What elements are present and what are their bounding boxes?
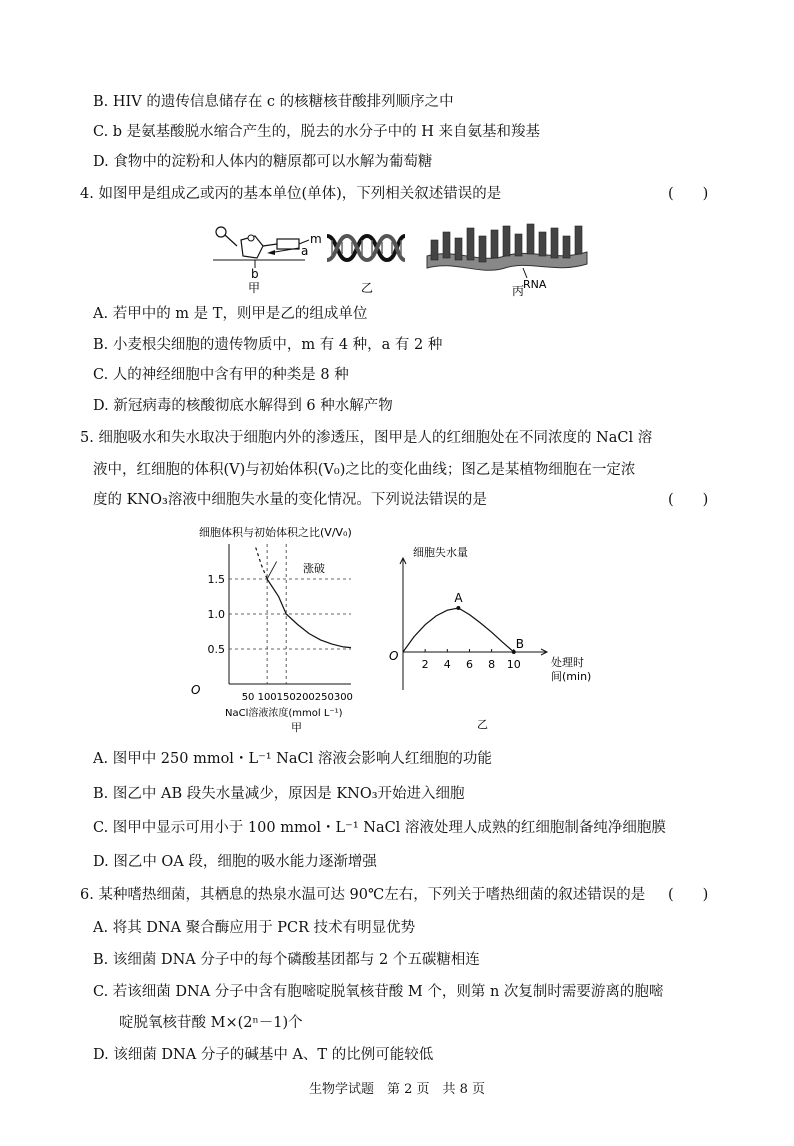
label-jia: 甲 <box>248 281 261 295</box>
q6-option-a: A. 将其 DNA 聚合酶应用于 PCR 技术有明显优势 <box>93 920 416 936</box>
q5-stem-line1: 5. 细胞吸水和失水取决于细胞内外的渗透压，图甲是人的红细胞处在不同浓度的 NaCl 溶 <box>80 430 653 446</box>
chart-yi-xlabel-line1: 处理时 <box>551 656 584 669</box>
q5-stem-line2: 液中，红细胞的体积(V)与初始体积(V₀)之比的变化曲线；图乙是某植物细胞在一定浓 <box>93 462 636 478</box>
label-yi: 乙 <box>361 281 374 295</box>
chart-yi <box>385 540 592 732</box>
volume-ratio-curve <box>267 579 351 648</box>
chart-jia <box>185 522 375 734</box>
q5-option-b: B. 图乙中 AB 段失水量减少，原因是 KNO₃开始进入细胞 <box>93 786 465 802</box>
point-label-b: B <box>515 637 525 651</box>
q3-option-b: B. HIV 的遗传信息储存在 c 的核糖核苷酸排列顺序之中 <box>93 94 454 110</box>
q6-answer-paren: ( ) <box>668 887 709 903</box>
x-tick-label: 50 <box>241 692 255 703</box>
chart-yi-panel-label: 乙 <box>477 718 488 731</box>
q6-option-d: D. 该细菌 DNA 分子的碱基中 A、T 的比例可能较低 <box>93 1047 434 1063</box>
rna-strand <box>427 224 587 298</box>
x-tick-label: 300 <box>333 692 353 703</box>
q5-stem-line3: 度的 KNO₃溶液中细胞失水量的变化情况。下列说法错误的是 <box>93 492 487 508</box>
label-bing: 丙 <box>512 284 525 298</box>
x-tick-label: 150 <box>276 692 296 703</box>
chart-yi-ylabel: 细胞失水量 <box>413 546 468 559</box>
q6-option-c-line2: 啶脱氧核苷酸 M×(2ⁿ－1)个 <box>119 1015 303 1031</box>
q5-option-d: D. 图乙中 OA 段，细胞的吸水能力逐渐增强 <box>93 854 377 870</box>
nucleotide-diagram <box>213 227 322 295</box>
x-tick-label: 6 <box>465 658 473 671</box>
x-tick-label: 100 <box>257 692 277 703</box>
x-tick-label: 200 <box>295 692 315 703</box>
q4-option-b: B. 小麦根尖细胞的遗传物质中，m 有 4 种，a 有 2 种 <box>93 337 443 353</box>
label-a: a <box>301 244 309 258</box>
q4-figure <box>205 218 595 296</box>
q4-option-a: A. 若甲中的 m 是 T，则甲是乙的组成单位 <box>93 306 368 322</box>
q6-option-c-line1: C. 若该细菌 DNA 分子中含有胞嘧啶脱氧核苷酸 M 个，则第 n 次复制时需要游离的胞嘧 <box>93 984 664 1000</box>
x-tick-label: 10 <box>506 658 521 671</box>
chart-yi-origin: O <box>389 649 399 663</box>
chart-jia-xlabel: NaCl溶液浓度(mmol L⁻¹) <box>225 708 343 719</box>
chart-yi-xlabel-line2: 间(min) <box>551 670 592 683</box>
chart-jia-origin: O <box>191 683 201 697</box>
chart-jia-ylabel: 细胞体积与初始体积之比(V/V₀) <box>199 526 352 539</box>
q5-option-c: C. 图甲中显示可用小于 100 mmol・L⁻¹ NaCl 溶液处理人成熟的红细胞制备纯净细胞膜 <box>93 820 666 836</box>
page-footer: 生物学试题 第 2 页 共 8 页 <box>308 1082 486 1097</box>
q5-option-a: A. 图甲中 250 mmol・L⁻¹ NaCl 溶液会影响人红细胞的功能 <box>93 751 492 767</box>
q3-option-d: D. 食物中的淀粉和人体内的糖原都可以水解为葡萄糖 <box>93 154 433 170</box>
label-rna: RNA <box>523 278 547 291</box>
q5-answer-paren: ( ) <box>668 492 709 508</box>
label-b: b <box>251 267 259 281</box>
label-m: m <box>310 232 322 246</box>
q6-stem: 6. 某种嗜热细菌，其栖息的热泉水温可达 90℃左右，下列关于嗜热细菌的叙述错误的是 <box>80 887 646 903</box>
q4-option-c: C. 人的神经细胞中含有甲的种类是 8 种 <box>93 367 349 383</box>
q4-option-d: D. 新冠病毒的核酸彻底水解得到 6 种水解产物 <box>93 398 393 414</box>
annotation-pointer <box>267 562 277 580</box>
q4-stem: 4. 如图甲是组成乙或丙的基本单位(单体)，下列相关叙述错误的是 <box>80 186 502 202</box>
chart-jia-panel-label: 甲 <box>291 721 302 734</box>
x-tick-label: 250 <box>314 692 334 703</box>
q4-answer-paren: ( ) <box>668 186 709 202</box>
y-tick-label: 0.5 <box>207 643 225 656</box>
x-tick-label: 2 <box>421 658 429 671</box>
q6-option-b: B. 该细菌 DNA 分子中的每个磷酸基团都与 2 个五碳糖相连 <box>93 952 480 968</box>
x-tick-label: 8 <box>488 658 496 671</box>
point-label-a: A <box>454 591 463 605</box>
chart-jia-annotation: 涨破 <box>303 562 325 575</box>
q3-option-c: C. b 是氨基酸脱水缩合产生的，脱去的水分子中的 H 来自氨基和羧基 <box>93 124 541 140</box>
x-tick-label: 4 <box>443 658 451 671</box>
y-tick-label: 1.5 <box>207 573 225 586</box>
water-loss-curve <box>403 608 514 652</box>
dna-double-helix <box>327 236 405 295</box>
curve-dashed-segment <box>256 548 267 580</box>
point-a <box>456 606 460 610</box>
y-tick-label: 1.0 <box>207 608 225 621</box>
